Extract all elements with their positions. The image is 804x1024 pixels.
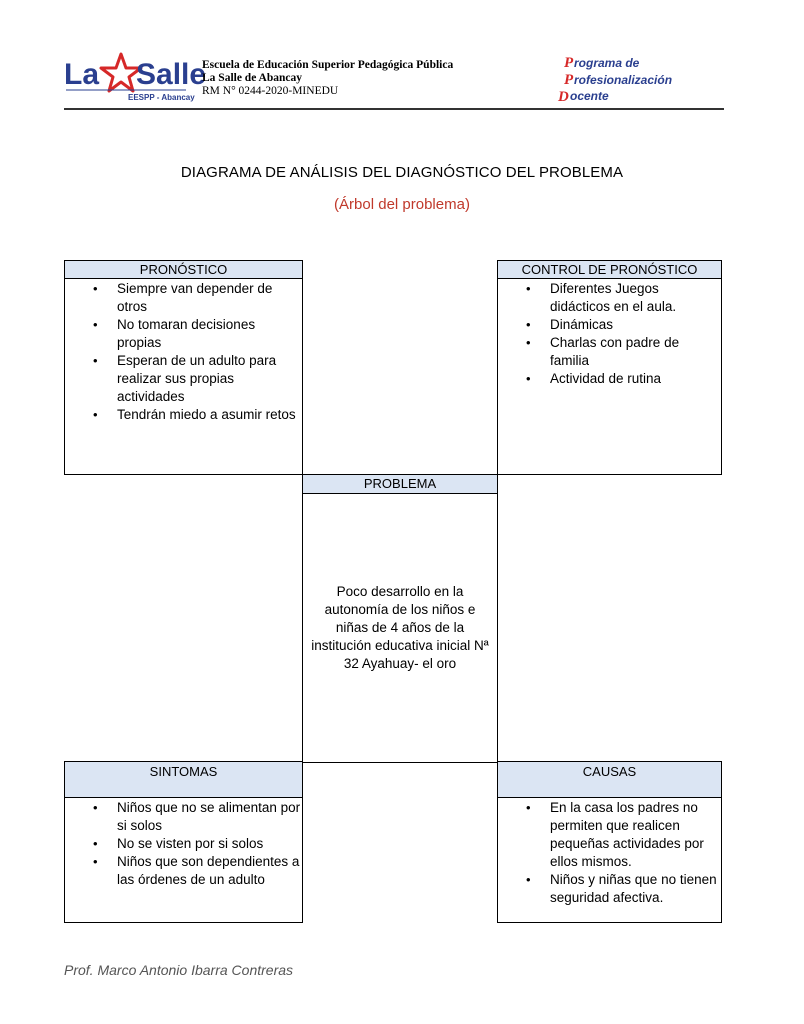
pronostico-box xyxy=(64,260,303,475)
problema-heading: PROBLEMA xyxy=(303,475,497,494)
control-box xyxy=(497,260,722,475)
footer-author: Prof. Marco Antonio Ibarra Contreras xyxy=(64,962,294,978)
causas-heading: CAUSAS xyxy=(498,762,721,798)
svg-text:P: P xyxy=(564,55,574,71)
svg-text:La: La xyxy=(64,58,100,91)
list-item: • Niños que son dependientes a las órdenes de un adulto xyxy=(117,853,302,889)
list-item: • Diferentes Juegos didácticos en el aula. xyxy=(550,280,721,316)
sintomas-list xyxy=(65,799,302,889)
list-item: • Tendrán miedo a asumir retos xyxy=(117,406,302,424)
list-item: • Dinámicas xyxy=(550,316,721,334)
sintomas-heading: SINTOMAS xyxy=(65,762,302,798)
logo-subtitle: EESPP - Abancay xyxy=(128,93,195,102)
program-logo xyxy=(558,52,708,104)
header-divider xyxy=(64,108,724,110)
pronostico-heading: PRONÓSTICO xyxy=(65,261,302,279)
causas-list xyxy=(498,799,721,907)
school-name: Escuela de Educación Superior Pedagógica Pública xyxy=(202,59,454,71)
control-heading: CONTROL DE PRONÓSTICO xyxy=(498,261,721,279)
list-item: • En la casa los padres no permiten que realicen pequeñas actividades por ellos mismos. xyxy=(550,799,721,871)
svg-text:Salle: Salle xyxy=(136,58,207,91)
list-item: • Charlas con padre de familia xyxy=(550,334,721,370)
svg-text:P: P xyxy=(564,72,574,88)
list-item: • Niños y niñas que no tienen seguridad afectiva. xyxy=(550,871,721,907)
svg-text:ocente: ocente xyxy=(570,89,609,103)
school-location: La Salle de Abancay xyxy=(202,72,303,84)
pronostico-list xyxy=(65,280,302,424)
list-item: • Niños que no se alimentan por si solos xyxy=(117,799,302,835)
problem-statement: Poco desarrollo en la autonomía de los niños e niñas de 4 años de la institución educativa inicial Nª 32 Ayahuay- el oro xyxy=(311,584,489,671)
svg-text:D: D xyxy=(558,89,569,105)
causas-box xyxy=(497,761,722,923)
problema-box xyxy=(302,474,498,763)
svg-text:rofesionalización: rofesionalización xyxy=(574,73,673,87)
school-info xyxy=(202,59,453,98)
list-item: • Actividad de rutina xyxy=(550,370,721,388)
school-resolution: RM N° 0244-2020-MINEDU xyxy=(202,85,339,97)
svg-text:rograma de: rograma de xyxy=(574,56,640,70)
list-item: • No se visten por si solos xyxy=(117,835,302,853)
list-item: • Esperan de un adulto para realizar sus propias actividades xyxy=(117,352,302,406)
list-item: • Siempre van depender de otros xyxy=(117,280,302,316)
list-item: • No tomaran decisiones propias xyxy=(117,316,302,352)
document-title: DIAGRAMA DE ANÁLISIS DEL DIAGNÓSTICO DEL PROBLEMA xyxy=(180,164,624,181)
control-list xyxy=(498,280,721,388)
sintomas-box xyxy=(64,761,303,923)
document-subtitle: (Árbol del problema) xyxy=(334,196,470,213)
